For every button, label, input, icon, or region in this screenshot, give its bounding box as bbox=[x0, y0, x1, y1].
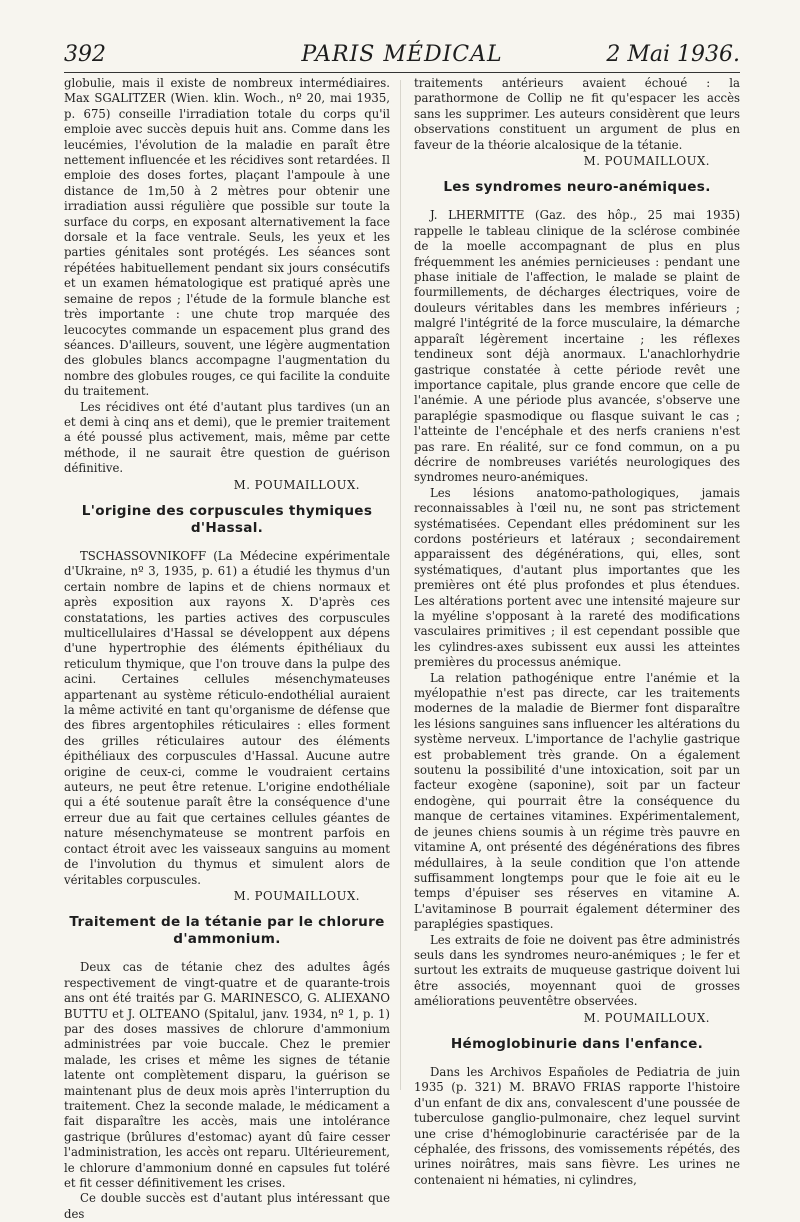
author-signature: M. POUMAILLOUX. bbox=[233, 477, 360, 492]
author-signature: M. POUMAILLOUX. bbox=[583, 1010, 710, 1025]
right-column bbox=[414, 76, 740, 1188]
paragraph-recidives: Les récidives ont été d'autant plus tardives (un an et demi à cinq ans et demi), que le premier traitement a été poussé plus activement, mais, même par cette méthode, il ne saurait être question de guérison définitive. bbox=[64, 399, 390, 476]
author-signature: M. POUMAILLOUX. bbox=[583, 154, 710, 169]
section-heading-syndromes: Les syndromes neuro-anémiques. bbox=[443, 179, 711, 196]
paragraph-irradiation: globulie, mais il existe de nombreux intermédiaires. Max SGALITZER (Wien. klin. Woch., nº 20, mai 1935, p. 675) conseille l'irradiation totale du corps qu'il emploie avec succès depuis huit ans. Comme dans les leucémies, l'évolution de la maladie en paraît être nettement influencée et les récidives sont retardées. Il emploie des doses fortes, plaçant l'ampoule à une distance de 1m,50 à 2 mètres pour obtenir une irradiation aussi régulière que possible sur toute la surface du corps, en exposant alternativement la face dorsale et la face ventrale. Seuls, les yeux et les parties génitales sont protégés. Les séances sont répétées habituellement pendant six jours consécutifs et un examen hématologique est pratiqué après une semaine de repos ; l'étude de la formule blanche est très importante : une chute trop marquée des leucocytes commande un espacement plus grand des séances. D'ailleurs, souvent, une légère augmentation des globules blancs accompagne l'augmentation du nombre des globules rouges, ce qui facilite la conduite du traitement. bbox=[64, 76, 390, 399]
section-heading-thymus: L'origine des corpuscules thymiques d'Hassal. bbox=[81, 502, 373, 536]
paragraph-thymus: TSCHASSOVNIKOFF (La Médecine expérimentale d'Ukraine, nº 3, 1935, p. 61) a étudié les thymus d'un certain nombre de lapins et de chiens normaux et après exposition aux rayons X. D'après ces constatations, les parties actives des corpuscules multicellulaires d'Hassal se développent aux dépens d'une hypertrophie des éléments épithéliaux du reticulum thymique, que l'on trouve dans la pulpe des acini. Certaines cellules mésenchymateuses appartenant au système réticulo-endothélial auraient la même activité en tant qu'organisme de défense que des fibres argentophiles réticulaires : elles forment des grilles réticulaires autour des éléments épithéliaux des corpuscules d'Hassal. Aucune autre origine de ceux-ci, comme le voudraient certains auteurs, ne peut être retenue. L'origine endothéliale qui a été soutenue paraît être la conséquence d'une erreur due au fait que certaines cellules géantes de nature mésenchymateuse se montrent parfois en contact étroit avec les vaisseaux sanguins au moment de l'involution du thymus et simulent alors de véritables corpuscules. bbox=[64, 548, 390, 887]
paragraph-tetanie-succes: Ce double succès est d'autant plus intéressant que des bbox=[64, 1191, 390, 1221]
issue-date: 2 Mai 1936. bbox=[606, 42, 740, 67]
paragraph-hemoglobinurie: Dans les Archivos Españoles de Pediatria de juin 1935 (p. 321) M. BRAVO FRIAS rapporte l'histoire d'un enfant de dix ans, convalescent d'une poussée de tuberculose ganglio-pulmonaire, chez lequel survint une crise d'hémoglobinurie caractérisée par de la céphalée, des frissons, des vomissements répétés, des urines noirâtres, mais sans fièvre. Les urines ne contenaient ni hématies, ni cylindres, bbox=[414, 1064, 740, 1187]
journal-title: PARIS MÉDICAL bbox=[301, 42, 503, 67]
paragraph-tetanie-continued: traitements antérieurs avaient échoué : la parathormone de Collip ne fit qu'espacer les accès sans les supprimer. Les auteurs considèrent que leurs observations constituent un argument de plus en faveur de la théorie alcalosique de la tétanie. bbox=[414, 76, 740, 152]
paragraph-syndromes-lesions: Les lésions anatomo-pathologiques, jamais reconnaissables à l'œil nu, ne sont pas strictement systématisées. Cependant elles prédominent sur les cordons postérieurs et latéraux ; secondairement apparaissent des dégénérations, qui, elles, sont systématiques, d'autant plus importantes que les premières ont été plus profondes et plus étendues. Les altérations portent avec une intensité majeure sur la myéline s'opposant à la rareté des modifications vasculaires primitives ; il est cependant possible que les cylindres-axes subissent eux aussi les atteintes premières du processus anémique. bbox=[414, 485, 740, 670]
column-divider bbox=[400, 80, 401, 1090]
paragraph-syndromes-clinique: J. LHERMITTE (Gaz. des hôp., 25 mai 1935) rappelle le tableau clinique de la sclérose combinée de la moelle accompagnant de plus en plus fréquemment les anémies pernicieuses : pendant une phase initiale de l'affection, le malade se plaint de fourmillements, de décharges électriques, voire de douleurs véritables dans les membres inférieurs ; malgré l'intégrité de la force musculaire, la démarche apparaît légèrement incertaine ; les réflexes tendineux sont déjà anormaux. L'anachlorhydrie gastrique constatée à cette période revêt une importance capitale, plus grande encore que celle de l'anémie. A une période plus avancée, s'observe une paraplégie spasmodique ou flasque suivant le cas ; l'atteinte de l'encéphale et des nerfs craniens n'est pas rare. En réalité, sur ce fond commun, on a pu décrire de nombreuses variétés neurologiques des syndromes neuro-anémiques. bbox=[414, 208, 740, 485]
paragraph-tetanie: Deux cas de tétanie chez des adultes âgés respectivement de vingt-quatre et de quarante-trois ans ont été traités par G. MARINESCO, G. ALIEXANO BUTTU et J. OLTEANO (Spitalul, janv. 1934, nº 1, p. 1) par des doses massives de chlorure d'ammonium administrées par voie buccale. Chez le premier malade, les crises et même les signes de tétanie latente ont complètement disparu, la guérison se maintenant plus de deux mois après l'interruption du traitement. Chez la seconde malade, le médicament a fait disparaître les accès, mais une intolérance gastrique (brûlures d'estomac) ayant dû faire cesser l'administration, les accès ont reparu. Ultérieurement, le chlorure d'ammonium donné en capsules fut toléré et fit cesser définitivement les crises. bbox=[64, 960, 390, 1190]
page-header bbox=[64, 42, 740, 73]
paragraph-syndromes-traitement: Les extraits de foie ne doivent pas être administrés seuls dans les syndromes neuro-anémiques ; le fer et surtout les extraits de muqueuse gastrique doivent lui être associés, moyennant quoi de grosses améliorations peuventêtre observées. bbox=[414, 932, 740, 1009]
page-number: 392 bbox=[64, 42, 106, 67]
left-column bbox=[64, 76, 390, 1222]
section-heading-hemoglobinurie: Hémoglobinurie dans l'enfance. bbox=[450, 1035, 704, 1052]
section-heading-tetanie: Traitement de la tétanie par le chlorure d'ammonium. bbox=[69, 914, 385, 948]
author-signature: M. POUMAILLOUX. bbox=[233, 888, 360, 903]
paragraph-syndromes-pathogenie: La relation pathogénique entre l'anémie et la myélopathie n'est pas directe, car les traitements modernes de la maladie de Biermer font disparaître les lésions sanguines sans influencer les altérations du système nerveux. L'importance de l'achylie gastrique est probablement très grande. On a également soutenu la possibilité d'une intoxication, soit par un facteur exogène (saponine), soit par un facteur endogène, qui pourrait être la conséquence du manque de certaines vitamines. Expérimentalement, de jeunes chiens soumis à un régime très pauvre en vitamine A, ont présenté des dégénérations des fibres médullaires, à la seule condition que l'on attende suffisamment longtemps pour que le foie ait eu le temps d'épuiser ses réserves en vitamine A. L'avitaminose B pourrait également déterminer des paraplégies spastiques. bbox=[414, 670, 740, 932]
